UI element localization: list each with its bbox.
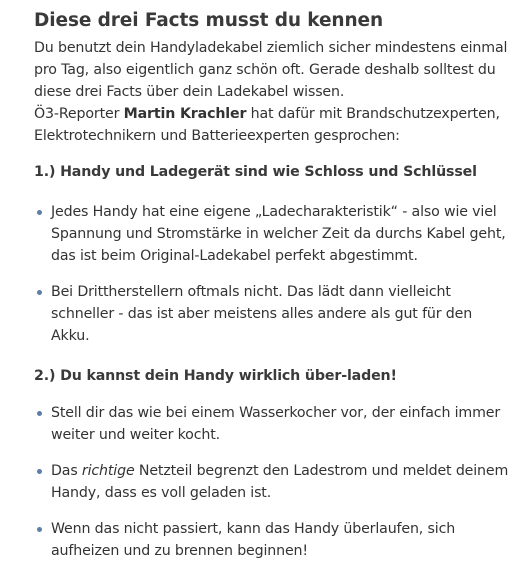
intro-paragraph (34, 37, 509, 147)
article-title: Diese drei Facts musst du kennen (34, 10, 384, 31)
section-heading-2: 2.) Du kannst dein Handy wirklich über-laden! (34, 368, 397, 384)
bullet-dot-icon (37, 469, 42, 474)
list-item (34, 281, 509, 347)
list-item-text-prefix: Das (51, 463, 82, 479)
reporter-name: Martin Krachler (123, 106, 247, 122)
list-item (34, 201, 509, 267)
list-item (34, 518, 509, 562)
bullet-dot-icon (37, 527, 42, 532)
list-item (34, 460, 509, 504)
list-item-text: Stell dir das wie bei einem Wasserkocher vor, der einfach immer weiter und weiter kocht. (51, 405, 501, 443)
list-item-text: Bei Drittherstellern oftmals nicht. Das lädt dann vielleicht schneller - das ist aber meistens alles andere als gut für den Akku. (51, 284, 473, 344)
intro-reporter-suffix: hat dafür mit Brandschutzexperten, Elektrotechnikern und Batterieexperten gesprochen: (34, 106, 500, 144)
bullet-dot-icon (37, 210, 42, 215)
section-heading-1: 1.) Handy und Ladegerät sind wie Schloss und Schlüssel (34, 164, 477, 180)
bullet-list-2 (34, 402, 509, 562)
article-intro (34, 37, 509, 147)
list-item-text: Wenn das nicht passiert, kann das Handy überlaufen, sich aufheizen und zu brennen beginnen! (51, 521, 456, 559)
list-item-text-suffix: Netzteil begrenzt den Ladestrom und meldet deinem Handy, dass es voll geladen ist. (51, 463, 509, 501)
list-item (34, 402, 509, 446)
bullet-dot-icon (37, 290, 42, 295)
emphasis-richtige: richtige (81, 463, 135, 479)
list-item-text: Jedes Handy hat eine eigene „Ladecharakteristik“ - also wie viel Spannung und Stromstärke in welcher Zeit da durchs Kabel geht, das ist beim Original-Ladekabel perfekt abgestimmt. (51, 204, 506, 264)
bullet-dot-icon (37, 411, 42, 416)
intro-reporter-prefix: Ö3-Reporter (34, 106, 124, 122)
bullet-list-1 (34, 201, 509, 347)
intro-text: Du benutzt dein Handyladekabel ziemlich sicher mindestens einmal pro Tag, also eigentlich ganz schön oft. Gerade deshalb solltest du diese drei Facts über dein Ladekabel wissen. (34, 40, 508, 100)
